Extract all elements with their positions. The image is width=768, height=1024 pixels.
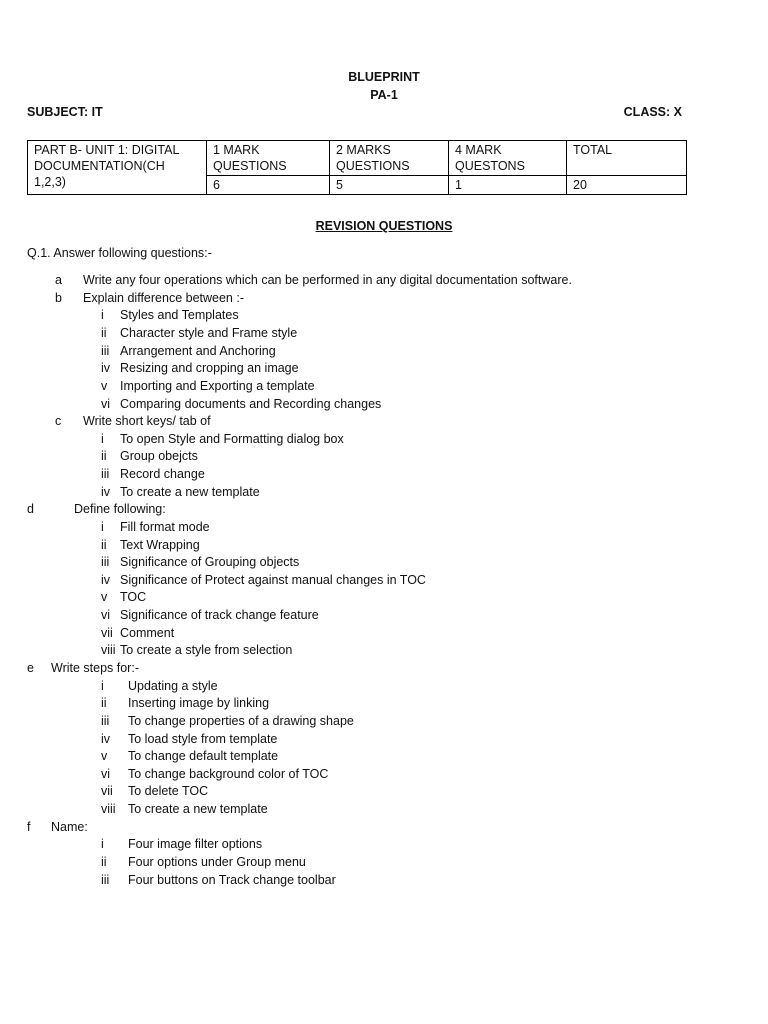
item-marker: e — [27, 661, 34, 675]
sub-text: Four buttons on Track change toolbar — [128, 873, 336, 887]
sub-marker: iii — [101, 344, 110, 358]
sub-text: Significance of Protect against manual changes in TOC — [120, 573, 426, 587]
sub-marker: i — [101, 679, 104, 693]
sub-text: Four options under Group menu — [128, 855, 306, 869]
sub-marker: ii — [101, 696, 107, 710]
sub-text: Text Wrapping — [120, 538, 200, 552]
revision-heading: REVISION QUESTIONS — [315, 219, 453, 233]
sub-text: Four image filter options — [128, 837, 263, 851]
sub-text: To delete TOC — [128, 784, 209, 798]
sub-marker: ii — [101, 855, 107, 869]
item-marker: a — [55, 273, 62, 287]
sub-marker: v — [101, 590, 108, 604]
sub-marker: vi — [101, 397, 111, 411]
sub-text: To open Style and Formatting dialog box — [120, 432, 344, 446]
item-marker: b — [55, 291, 62, 305]
doc-title: BLUEPRINT — [348, 70, 420, 84]
table-cell: TOTAL — [567, 141, 687, 176]
subject-label: SUBJECT: IT — [27, 105, 103, 119]
item-marker: d — [27, 502, 34, 516]
sub-text: Arrangement and Anchoring — [120, 344, 276, 358]
sub-marker: vi — [101, 767, 111, 781]
table-cell: 6 — [207, 176, 330, 195]
sub-text: Resizing and cropping an image — [120, 361, 299, 375]
class-label: CLASS: X — [623, 105, 682, 119]
sub-text: Comment — [120, 626, 175, 640]
table-cell: PART B- UNIT 1: DIGITAL DOCUMENTATION(CH 1,2,3) — [28, 141, 207, 195]
sub-text: To create a new template — [128, 802, 268, 816]
item-text: Write any four operations which can be performed in any digital documentation software. — [83, 273, 572, 287]
table-cell: 1 MARK QUESTIONS — [207, 141, 330, 176]
sub-text: TOC — [120, 590, 147, 604]
sub-marker: i — [101, 432, 104, 446]
sub-marker: vi — [101, 608, 111, 622]
sub-marker: i — [101, 308, 104, 322]
table-header-row — [28, 141, 687, 176]
table-cell: 5 — [330, 176, 449, 195]
sub-text: Significance of Grouping objects — [120, 555, 300, 569]
doc-subtitle: PA-1 — [370, 88, 398, 102]
item-text: Name: — [51, 820, 88, 834]
sub-marker: v — [101, 749, 108, 763]
sub-text: To change background color of TOC — [128, 767, 329, 781]
sub-marker: viii — [101, 643, 116, 657]
sub-text: Updating a style — [128, 679, 218, 693]
sub-marker: iv — [101, 485, 111, 499]
sub-text: Importing and Exporting a template — [120, 379, 315, 393]
sub-marker: iv — [101, 361, 111, 375]
item-text: Explain difference between :- — [83, 291, 244, 305]
sub-marker: i — [101, 837, 104, 851]
sub-text: To change properties of a drawing shape — [128, 714, 354, 728]
sub-text: To change default template — [128, 749, 279, 763]
sub-marker: ii — [101, 326, 107, 340]
sub-marker: iii — [101, 873, 110, 887]
table-cell: 4 MARK QUESTONS — [449, 141, 567, 176]
sub-text: Significance of track change feature — [120, 608, 319, 622]
item-text: Write short keys/ tab of — [83, 414, 211, 428]
sub-text: To create a new template — [120, 485, 260, 499]
item-marker: c — [55, 414, 62, 428]
sub-text: To load style from template — [128, 732, 278, 746]
sub-marker: iv — [101, 732, 111, 746]
sub-text: Fill format mode — [120, 520, 210, 534]
sub-marker: viii — [101, 802, 116, 816]
sub-marker: i — [101, 520, 104, 534]
sub-marker: iii — [101, 555, 110, 569]
item-text: Define following: — [74, 502, 166, 516]
sub-text: Record change — [120, 467, 205, 481]
sub-marker: v — [101, 379, 108, 393]
sub-marker: iv — [101, 573, 111, 587]
table-cell: 1 — [449, 176, 567, 195]
sub-marker: iii — [101, 467, 110, 481]
sub-text: Character style and Frame style — [120, 326, 298, 340]
sub-text: Inserting image by linking — [128, 696, 270, 710]
sub-marker: iii — [101, 714, 110, 728]
sub-text: Comparing documents and Recording changes — [120, 397, 382, 411]
sub-text: To create a style from selection — [120, 643, 293, 657]
sub-marker: ii — [101, 449, 107, 463]
sub-marker: vii — [101, 784, 113, 798]
blueprint-table — [27, 140, 687, 195]
sub-marker: ii — [101, 538, 107, 552]
item-text: Write steps for:- — [51, 661, 139, 675]
item-marker: f — [27, 820, 31, 834]
sub-text: Styles and Templates — [120, 308, 239, 322]
table-cell: 20 — [567, 176, 687, 195]
sub-marker: vii — [101, 626, 113, 640]
table-cell: 2 MARKS QUESTIONS — [330, 141, 449, 176]
sub-text: Group obejcts — [120, 449, 198, 463]
question-1: Q.1. Answer following questions:- — [27, 246, 212, 260]
